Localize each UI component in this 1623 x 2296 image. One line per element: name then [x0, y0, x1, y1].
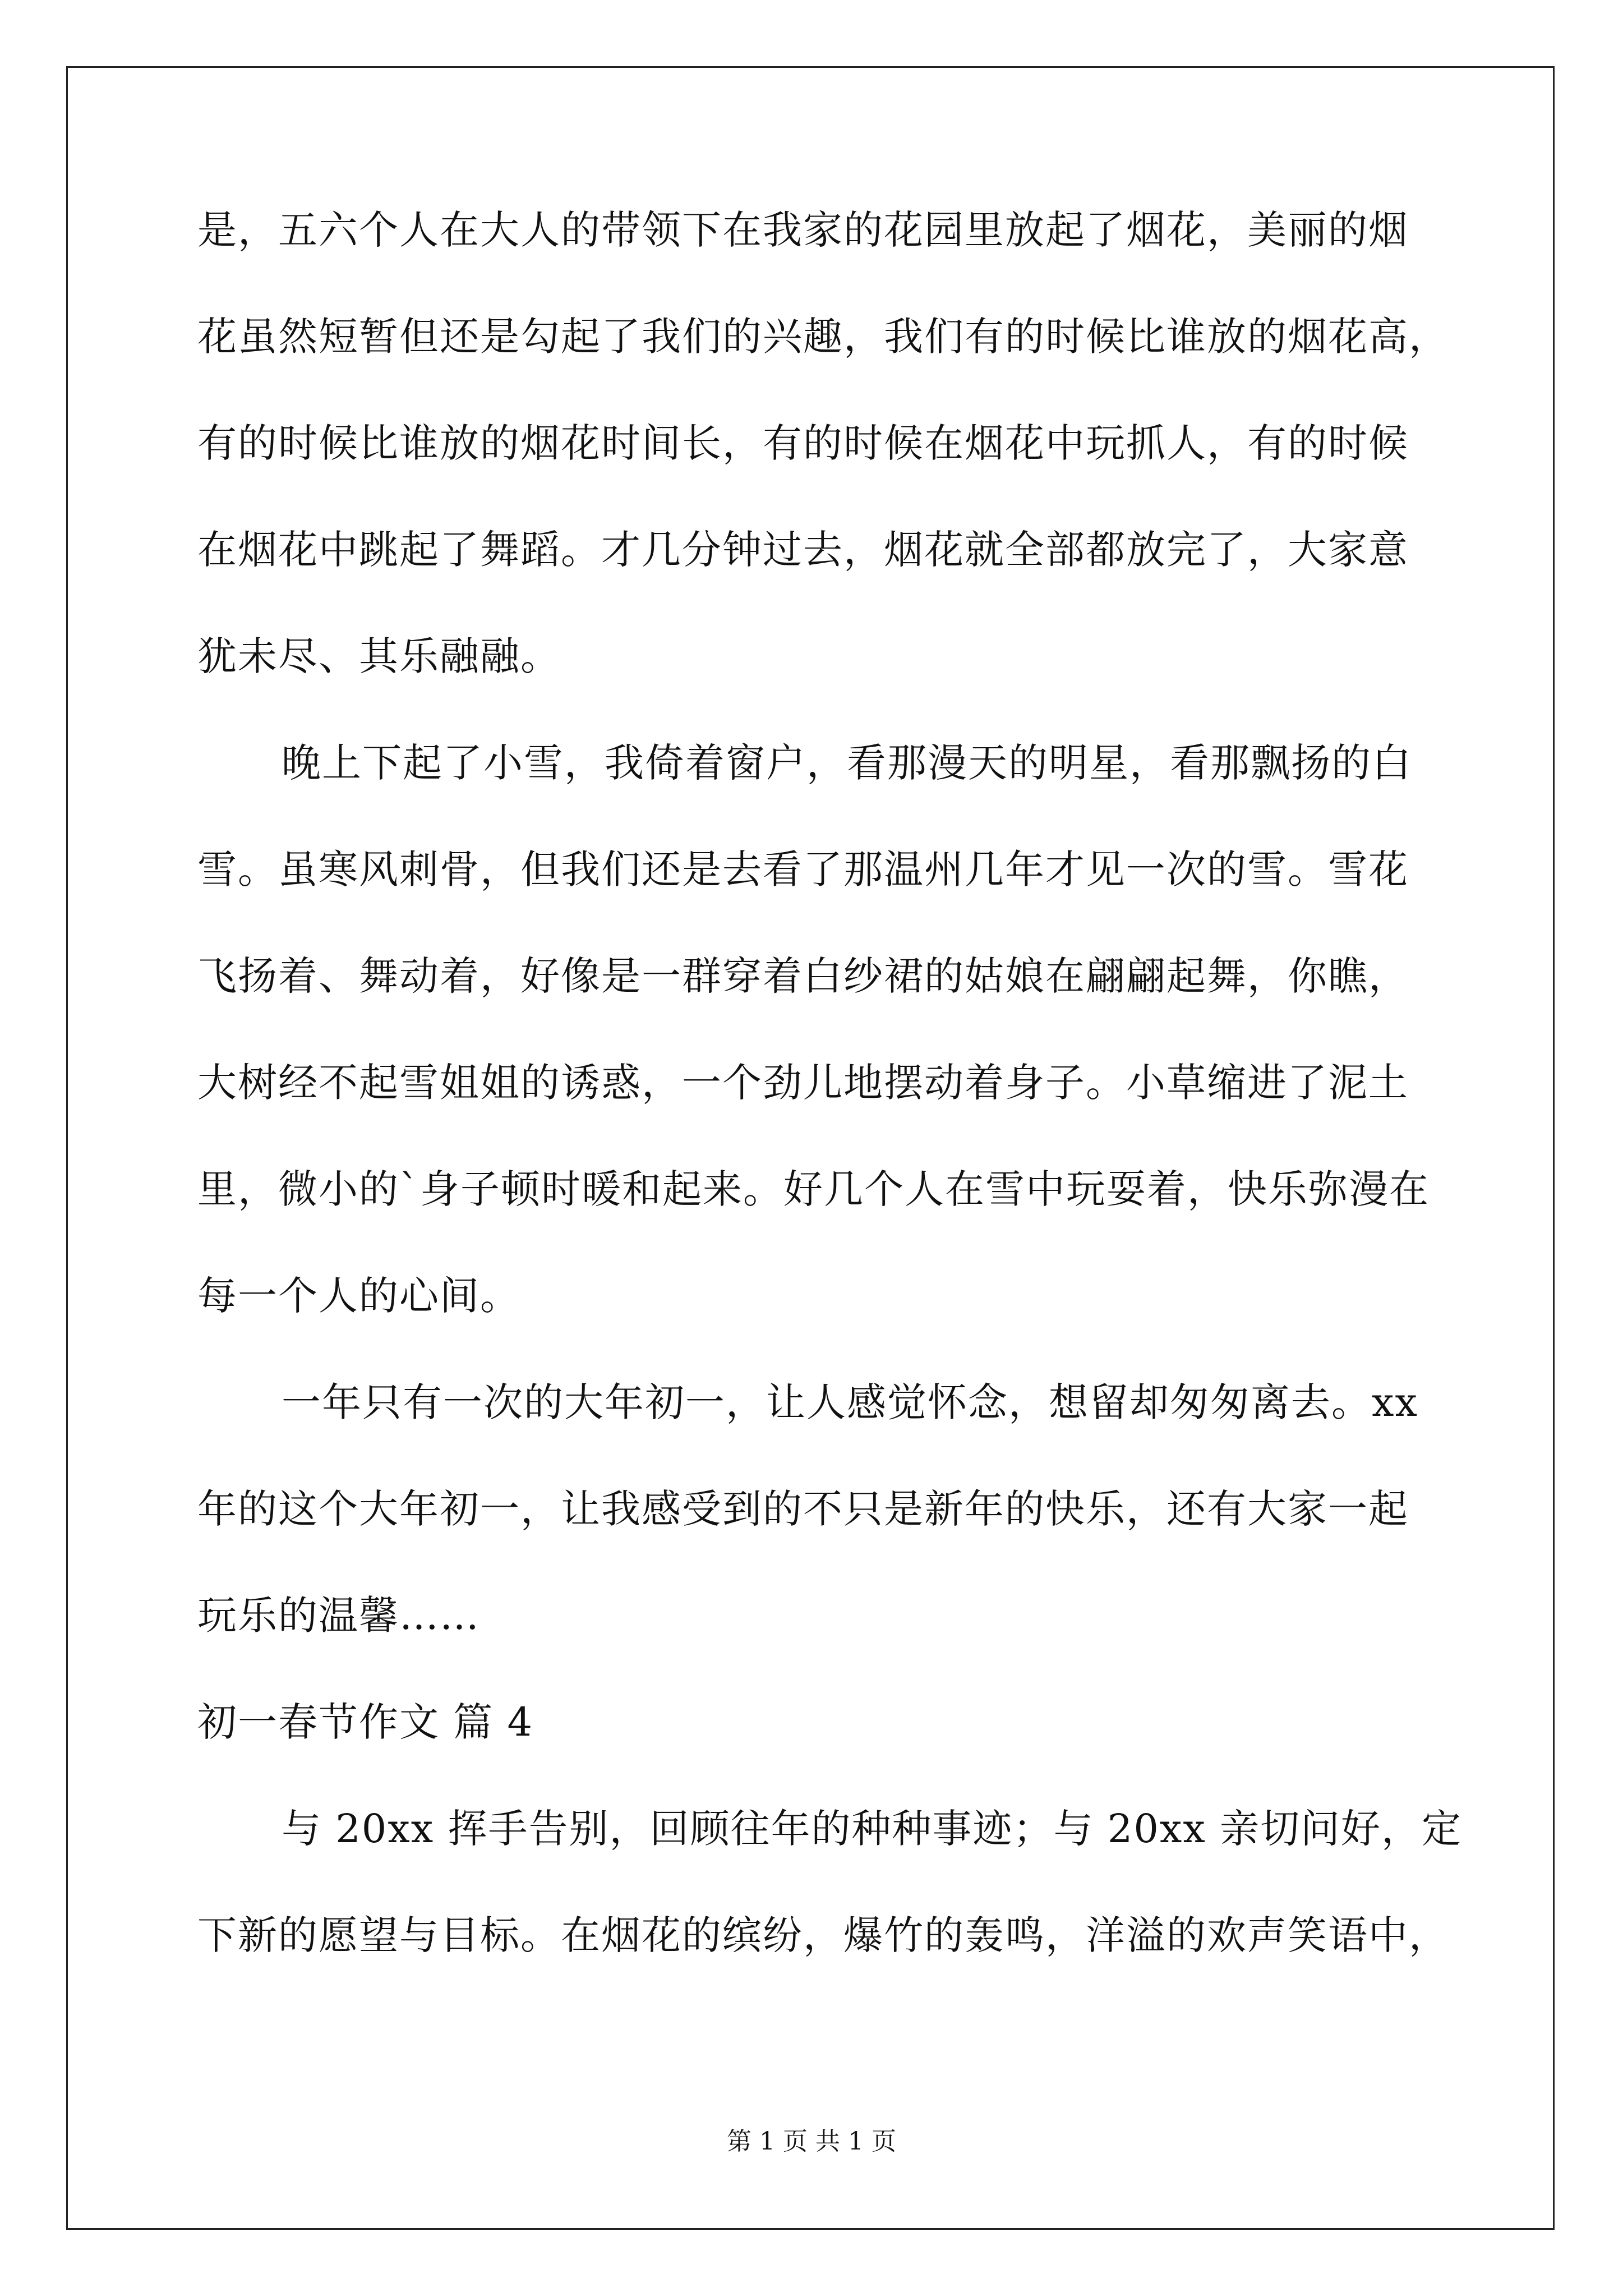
text-line: 每一个人的心间。 — [197, 1273, 520, 1319]
paragraph-start: 一年只有一次的大年初一，让人感觉怀念，想留却匆匆离去。xx — [282, 1379, 1418, 1425]
paragraph-start: 晚上下起了小雪，我倚着窗户，看那漫天的明星，看那飘扬的白 — [282, 740, 1412, 786]
text-line: 飞扬着、舞动着，好像是一群穿着白纱裙的姑娘在翩翩起舞，你瞧， — [197, 953, 1409, 999]
text-line: 花虽然短暂但还是勾起了我们的兴趣，我们有的时候比谁放的烟花高， — [197, 314, 1449, 360]
text-line: 有的时候比谁放的烟花时间长，有的时候在烟花中玩抓人，有的时候 — [197, 420, 1409, 466]
paragraph-start: 与 20xx 挥手告别，回顾往年的种种事迹；与 20xx 亲切问好，定 — [282, 1806, 1463, 1852]
text-line: 里，微小的`身子顿时暖和起来。好几个人在雪中玩耍着，快乐弥漫在 — [197, 1166, 1430, 1212]
section-heading: 初一春节作文 篇 4 — [197, 1699, 534, 1745]
text-line: 大树经不起雪姐姐的诱惑，一个劲儿地摆动着身子。小草缩进了泥土 — [197, 1060, 1409, 1106]
text-line: 在烟花中跳起了舞蹈。才几分钟过去，烟花就全部都放完了，大家意 — [197, 527, 1409, 573]
text-line: 是，五六个人在大人的带领下在我家的花园里放起了烟花，美丽的烟 — [197, 207, 1409, 253]
document-body — [197, 202, 1463, 2014]
text-line: 下新的愿望与目标。在烟花的缤纷，爆竹的轰鸣，洋溢的欢声笑语中， — [197, 1912, 1449, 1958]
page-footer: 第 1 页 共 1 页 — [727, 2127, 896, 2156]
text-line: 雪。虽寒风刺骨，但我们还是去看了那温州几年才见一次的雪。雪花 — [197, 846, 1409, 892]
text-line: 年的这个大年初一，让我感受到的不只是新年的快乐，还有大家一起 — [197, 1486, 1409, 1532]
text-line: 玩乐的温馨…… — [197, 1593, 480, 1639]
text-line: 犹未尽、其乐融融。 — [197, 633, 561, 679]
